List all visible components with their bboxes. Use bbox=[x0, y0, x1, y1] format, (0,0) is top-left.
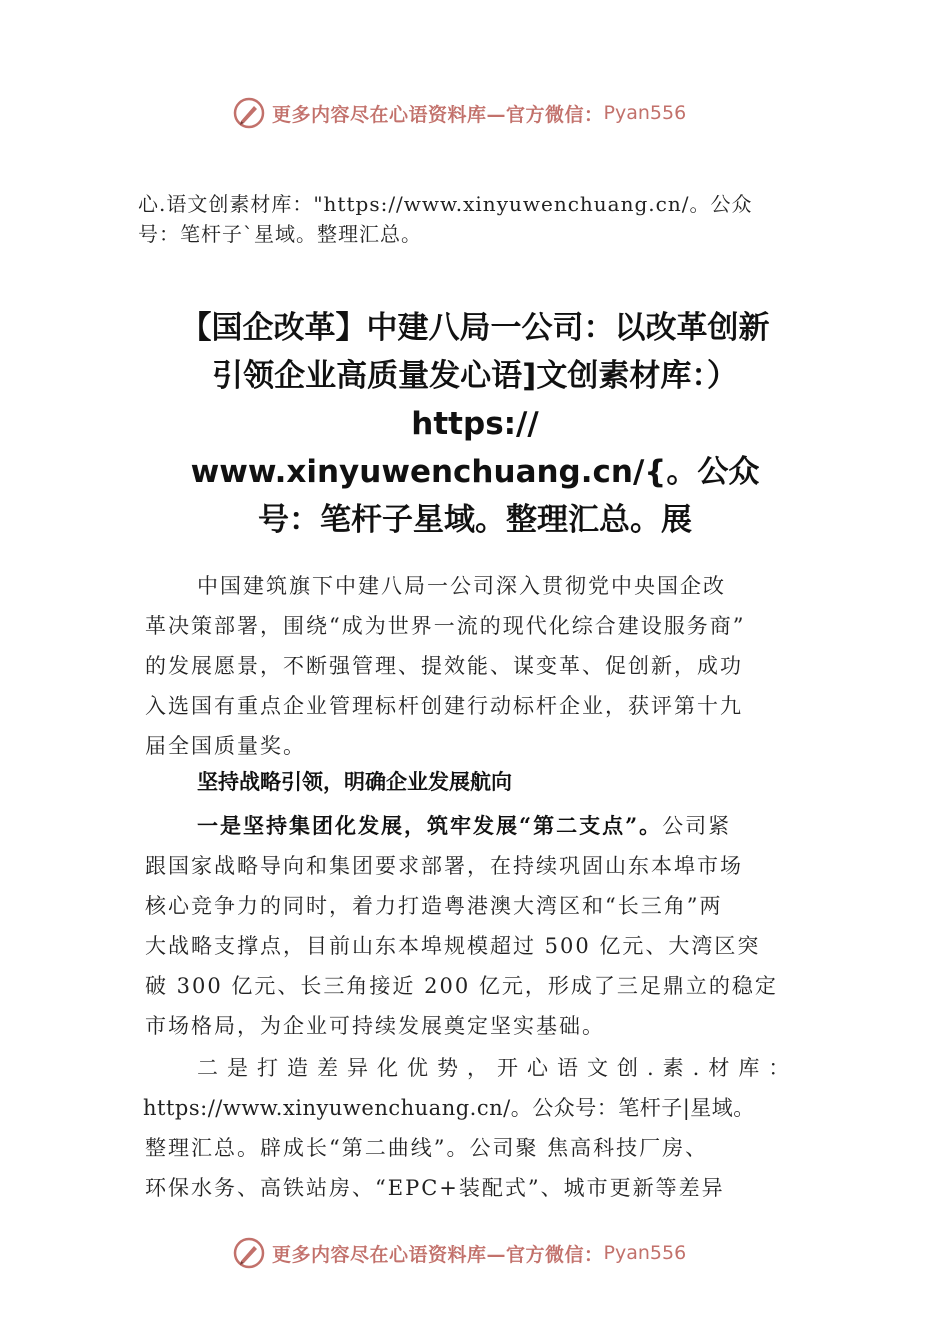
title-line: 引领企业高质量发心语]文创素材库：） bbox=[212, 358, 738, 394]
article-title bbox=[120, 304, 830, 544]
paragraph-line: 届全国质量奖。 bbox=[145, 734, 306, 758]
paragraph-strategy bbox=[145, 806, 825, 1046]
paragraph-line: 的发展愿景，不断强管理、提效能、谋变革、促创新，成功 bbox=[145, 654, 743, 678]
top-note-line: 号：笔杆子`星域。整理汇总。 bbox=[138, 222, 422, 246]
banner-wechat-id: Pyan556 bbox=[603, 102, 687, 124]
paragraph-line: 环保水务、高铁站房、“EPC+装配式”、城市更新等差异 bbox=[145, 1176, 725, 1200]
paragraph-line: 中国建筑旗下中建八局一公司深入贯彻党中央国企改 bbox=[197, 574, 726, 598]
title-line: 号：笔杆子星域。整理汇总。展 bbox=[258, 502, 692, 538]
pen-logo-icon bbox=[232, 1236, 266, 1270]
paragraph-line: 跟国家战略导向和集团要求部署，在持续巩固山东本埠市场 bbox=[145, 854, 743, 878]
paragraph-line: 大战略支撑点，目前山东本埠规模超过 500 亿元、大湾区突 bbox=[145, 934, 761, 958]
paragraph-line: 整理汇总。辟成长“第二曲线”。公司聚 焦高科技厂房、 bbox=[145, 1136, 709, 1160]
paragraph-line: 革决策部署，围绕“成为世界一流的现代化综合建设服务商” bbox=[145, 614, 746, 638]
title-line: https:// bbox=[411, 406, 539, 442]
paragraph-line: 核心竞争力的同时，着力打造粤港澳大湾区和“长三角”两 bbox=[145, 894, 723, 918]
paragraph-line: https://www.xinyuwenchuang.cn/。公众号：笔杆子|星域。 bbox=[143, 1096, 755, 1120]
pen-logo-icon bbox=[232, 96, 266, 130]
banner-text: 更多内容尽在心语资料库—官方微信： bbox=[272, 103, 604, 126]
footer-banner bbox=[232, 1236, 686, 1270]
paragraph-line: 入选国有重点企业管理标杆创建行动标杆企业，获评第十九 bbox=[145, 694, 743, 718]
title-line: 【国企改革】中建八局一公司：以改革创新 bbox=[180, 310, 770, 346]
top-note-line: 心.语文创素材库："https://www.xinyuwenchuang.cn/。公众 bbox=[138, 192, 753, 216]
paragraph-differentiation bbox=[145, 1048, 825, 1208]
banner-text: 更多内容尽在心语资料库—官方微信： bbox=[272, 1243, 604, 1266]
paragraph-intro bbox=[145, 566, 825, 766]
title-line: www.xinyuwenchuang.cn/{。公众 bbox=[190, 454, 760, 490]
paragraph-lead-rest: 公司紧 bbox=[662, 814, 732, 838]
top-note bbox=[138, 189, 838, 249]
paragraph-line: 市场格局，为企业可持续发展奠定坚实基础。 bbox=[145, 1014, 605, 1038]
paragraph-line: 破 300 亿元、长三角接近 200 亿元，形成了三足鼎立的稳定 bbox=[145, 974, 778, 998]
section-heading: 坚持战略引领，明确企业发展航向 bbox=[197, 770, 512, 794]
header-banner bbox=[232, 96, 686, 130]
banner-wechat-id: Pyan556 bbox=[603, 1242, 687, 1264]
paragraph-line bbox=[145, 806, 825, 846]
paragraph-line: 二是打造差异化优势，开心语文创.素.材库： bbox=[197, 1056, 799, 1080]
paragraph-lead-bold: 一是坚持集团化发展，筑牢发展“第二支点”。 bbox=[197, 813, 663, 838]
